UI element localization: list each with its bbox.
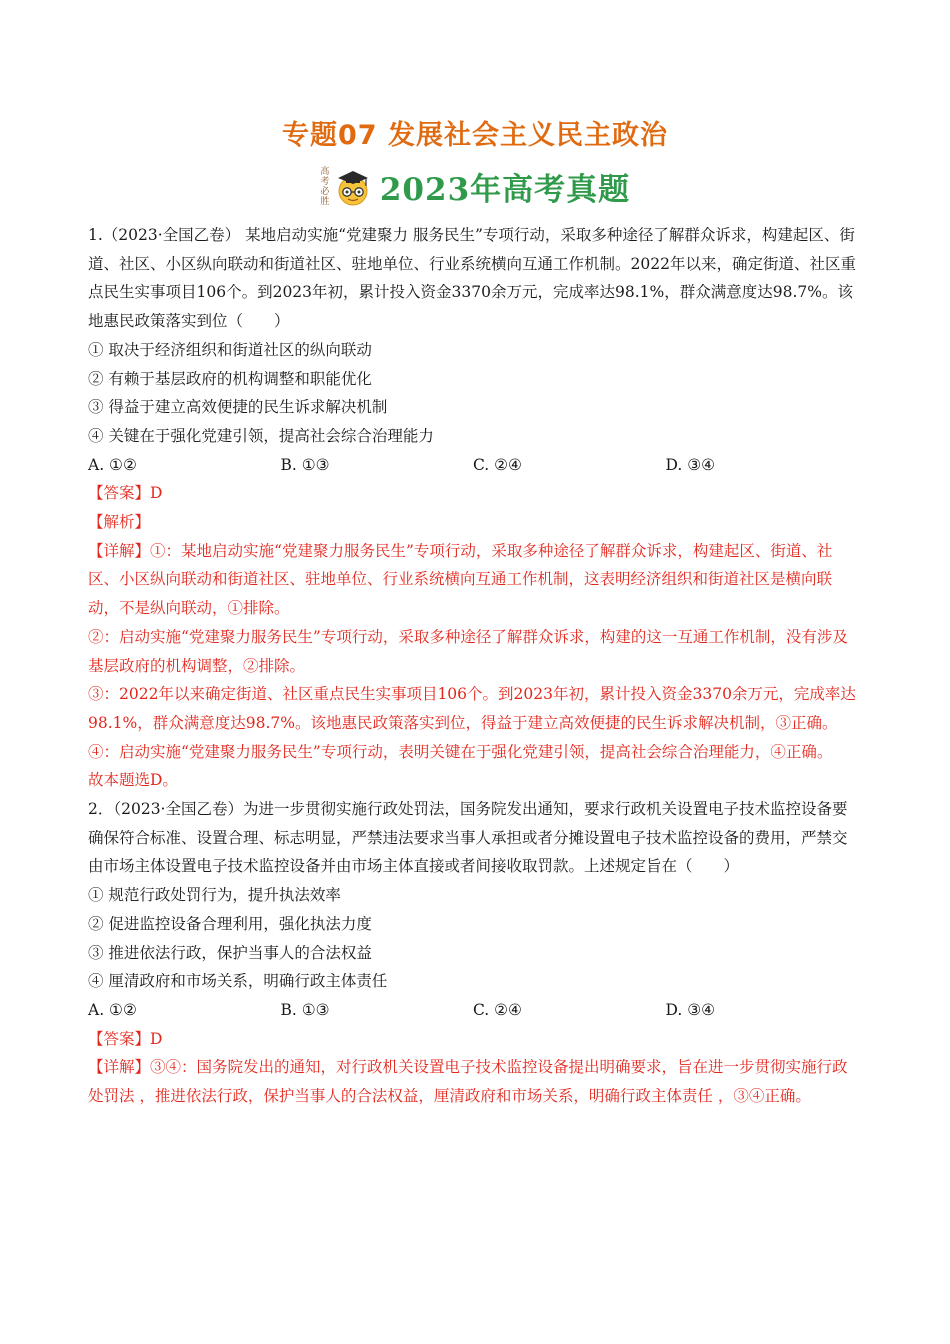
q1-stem: 1.（2023·全国乙卷） 某地启动实施“党建聚力 服务民生”专项行动，采取多种途径了解群众诉求，构建起区、街道、社区、小区纵向联动和街道社区、驻地单位、行业系统横向互通工作机制。2022年以来，确定街道、社区重点民生实事项目106个。到2023年初，累计投入资金3370余万元，完成率达98.1%，群众满意度达98.7%。该地惠民政策落实到位（ ） [88, 226, 856, 331]
q1-choice-c: C. ②④ [473, 455, 522, 474]
banner-badge [320, 167, 374, 207]
banner-side-text: 高考必胜 [320, 166, 330, 207]
banner-title: 2023年高考真题 [379, 172, 631, 208]
question-content [88, 221, 858, 1111]
q1-answer-value: D [150, 484, 163, 503]
q2-option-3: ③ 推进依法行政，保护当事人的合法权益 [88, 943, 372, 962]
q1-detail-4: ④：启动实施“党建聚力服务民生”专项行动，表明关键在于强化党建引领，提高社会综合治理能力，④正确。 [88, 742, 833, 761]
q2-choice-b: B. ①③ [280, 1000, 330, 1019]
q1-option-3: ③ 得益于建立高效便捷的民生诉求解决机制 [88, 398, 388, 417]
q2-option-4: ④ 厘清政府和市场关系，明确行政主体责任 [88, 972, 388, 991]
section-banner [0, 164, 950, 209]
q1-answer-line [88, 479, 858, 508]
q2-choice-a: A. ①② [88, 1000, 137, 1019]
document-title: 专题07 发展社会主义民主政治 [282, 120, 668, 151]
q1-detail-label: 【详解】 [88, 541, 151, 560]
q1-option-4: ④ 关键在于强化党建引领，提高社会综合治理能力 [88, 426, 434, 445]
q2-choice-d: D. ③④ [665, 1000, 716, 1019]
q1-conclusion: 故本题选D。 [88, 771, 178, 790]
q2-detail-label: 【详解】 [88, 1058, 151, 1077]
q1-choice-d: D. ③④ [665, 455, 716, 474]
q2-option-2: ② 促进监控设备合理利用，强化执法力度 [88, 914, 372, 933]
q2-detail-text: ③④：国务院发出的通知，对行政机关设置电子技术监控设备提出明确要求，旨在进一步贯彻实施行政处罚法 ，推进依法行政，保护当事人的合法权益，厘清政府和市场关系，明确行政主体责任 ，③④正确。 [88, 1058, 848, 1106]
q1-analysis-label: 【解析】 [88, 513, 151, 532]
q1-answer-label: 【答案】 [88, 484, 151, 503]
q1-choice-b: B. ①③ [280, 455, 330, 474]
q1-option-1: ① 取决于经济组织和街道社区的纵向联动 [88, 340, 372, 359]
q1-detail-3: ③：2022年以来确定街道、社区重点民生实事项目106个。到2023年初，累计投入资金3370余万元，完成率达98.1%，群众满意度达98.7%。该地惠民政策落实到位，得益于建立高效便捷的民生诉求解决机制，③正确。 [88, 685, 856, 732]
q1-choice-a: A. ①② [88, 455, 137, 474]
q1-option-2: ② 有赖于基层政府的机构调整和职能优化 [88, 369, 372, 388]
q1-choices [88, 451, 858, 480]
q2-answer-value: D [150, 1029, 163, 1048]
q2-choice-c: C. ②④ [473, 1000, 522, 1019]
q1-detail-2: ②：启动实施“党建聚力服务民生”专项行动，采取多种途径了解群众诉求，构建的这一互通工作机制，没有涉及基层政府的机构调整，②排除。 [88, 627, 848, 675]
q2-answer-line [88, 1025, 858, 1054]
q1-detail-1-text: ①：某地启动实施“党建聚力服务民生”专项行动，采取多种途径了解群众诉求，构建起区、街道、社区、小区纵向联动和街道社区、驻地单位、行业系统横向互通工作机制，这表明经济组织和街道社区是横向联动，不是纵向联动，①排除。 [88, 541, 833, 618]
q2-choices [88, 996, 858, 1025]
q1-detail-1 [88, 537, 858, 623]
q2-option-1: ① 规范行政处罚行为，提升执法效率 [88, 886, 341, 905]
q2-answer-label: 【答案】 [88, 1029, 151, 1048]
graduate-mascot-icon [332, 167, 374, 207]
q2-detail [88, 1053, 858, 1110]
q2-stem: 2．（2023·全国乙卷）为进一步贯彻实施行政处罚法，国务院发出通知，要求行政机关设置电子技术监控设备要确保符合标准、设置合理、标志明显，严禁违法要求当事人承担或者分摊设置电子技术监控设备的费用，严禁交由市场主体设置电子技术监控设备并由市场主体直接或者间接收取罚款。上述规定旨在（ ） [88, 800, 848, 876]
